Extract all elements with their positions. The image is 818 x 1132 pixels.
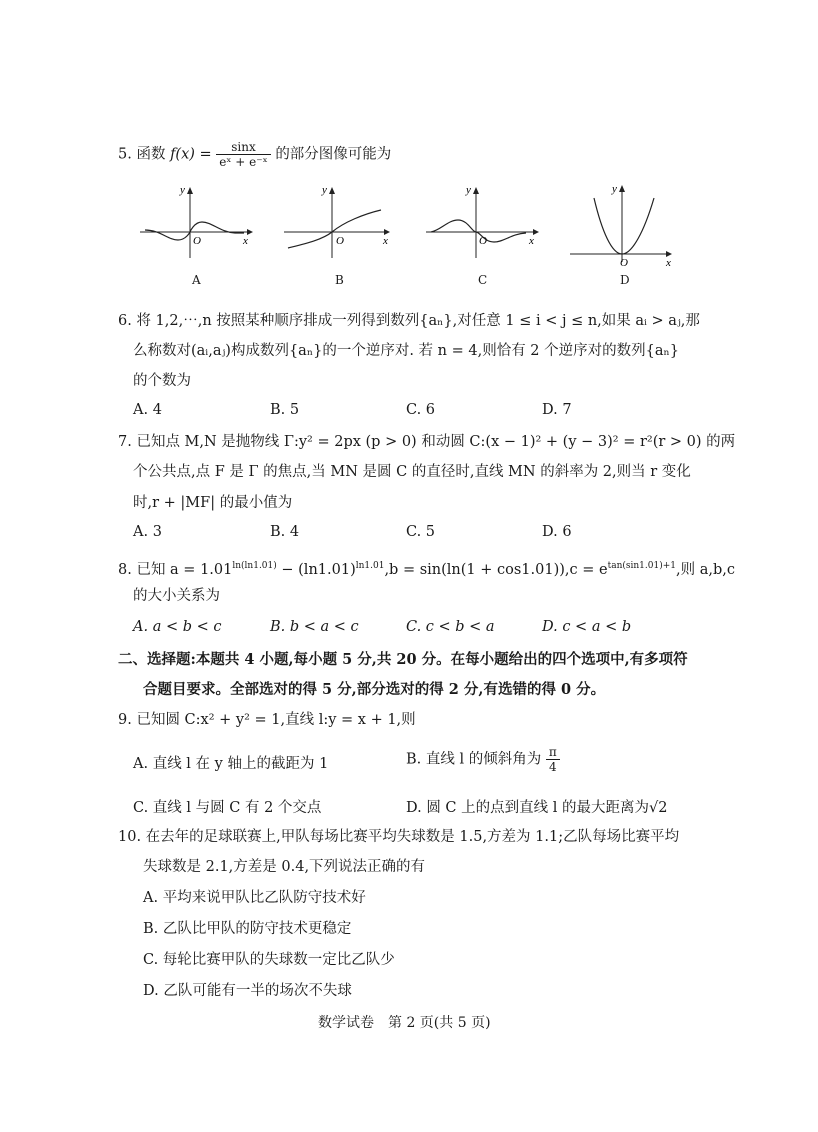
q5-graph-a-label: A [192,273,201,287]
q10-option-b: B. 乙队比甲队的防守技术更稳定 [143,921,352,937]
q9-option-d: D. 圆 C 上的点到直线 l 的最大距离为√2 [406,800,668,816]
q8-c-exponent: tan(sin1.01)+1 [607,561,676,571]
q9-option-b [406,745,560,774]
q6-option-c: C. 6 [406,402,436,418]
q9-option-b-den: 4 [548,760,557,774]
x-label: x [666,257,671,266]
y-axis-arrow [473,187,479,194]
q8-option-b: B. b < a < c [270,619,359,635]
section2-line2: 合题目要求。全部选对的得 5 分,部分选对的得 2 分,有选错的得 0 分。 [143,681,606,698]
q5-graph-c-label: C [478,273,488,287]
q9-option-b-text: B. 直线 l 的倾斜角为 [406,751,542,768]
q5-fraction [216,140,270,169]
q8-tail: ,则 a,b,c [676,561,735,578]
y-axis-arrow [187,187,193,194]
q5-numerator: sinx [216,140,270,155]
x-label: x [243,235,248,247]
y-label: y [180,184,185,196]
q10-option-d: D. 乙队可能有一半的场次不失球 [143,983,352,999]
q5-suffix: 的部分图像可能为 [275,146,392,163]
q8-option-a: A. a < b < c [133,619,222,635]
x-axis-arrow [533,229,539,235]
q6-option-b: B. 5 [270,402,300,418]
origin-label: O [336,235,344,247]
x-axis-arrow [247,229,253,235]
origin-label: O [479,235,487,247]
q7-line2: 个公共点,点 F 是 Γ 的焦点,当 MN 是圆 C 的直径时,直线 MN 的斜率为 2,则当 r 变化 [133,464,691,480]
q8-a-exponent: ln(ln1.01) [232,561,277,571]
origin-label: O [620,257,628,266]
x-label: x [529,235,534,247]
q9-option-a: A. 直线 l 在 y 轴上的截距为 1 [133,756,329,772]
q9-option-b-num: π [546,745,560,760]
x-label: x [383,235,388,247]
q10-line1: 10. 在去年的足球联赛上,甲队每场比赛平均失球数是 1.5,方差为 1.1;乙队每场比赛平均 [118,829,680,845]
q6-line1: 6. 将 1,2,⋯,n 按照某种顺序排成一列得到数列{aₙ},对任意 1 ≤ i < j ≤ n,如果 aᵢ > aⱼ,那 [118,313,700,329]
q5-denominator: eˣ + e⁻ˣ [219,155,268,169]
q5-prefix: 5. 函数 [118,146,166,163]
q8-b-c: ,b = sin(ln(1 + cos1.01)),c = e [384,561,608,578]
q6-line2: 么称数对(aᵢ,aⱼ)构成数列{aₙ}的一个逆序对. 若 n = 4,则恰有 2 个逆序对的数列{aₙ} [133,343,680,359]
q9-option-c: C. 直线 l 与圆 C 有 2 个交点 [133,800,322,816]
q8-a-minus: − (ln1.01) [276,561,356,578]
y-label: y [612,183,617,195]
q5-graph-b [284,182,399,260]
q8-a-base: 8. 已知 a = 1.01 [118,561,233,578]
q9-option-b-fraction [546,745,560,774]
q7-option-b: B. 4 [270,524,300,540]
q7-option-d: D. 6 [542,524,572,540]
origin-label: O [193,235,201,247]
y-axis-arrow [329,187,335,194]
q8-line2: 的大小关系为 [133,588,220,604]
q6-line3: 的个数为 [133,373,191,389]
q5-graph-c [426,182,541,260]
y-label: y [466,184,471,196]
q6-option-d: D. 7 [542,402,572,418]
q7-line1: 7. 已知点 M,N 是抛物线 Γ:y² = 2px (p > 0) 和动圆 C:(x − 1)² + (y − 3)² = r²(r > 0) 的两 [118,434,736,450]
q8-line1 [118,556,735,580]
q8-option-d: D. c < a < b [542,619,632,635]
q7-option-c: C. 5 [406,524,436,540]
section2-line1: 二、选择题:本题共 4 小题,每小题 5 分,共 20 分。在每小题给出的四个选项中,有多项符 [118,651,688,668]
curve-d [594,198,654,254]
q5-graph-a [140,182,255,260]
q5-fx: f(x) = [170,146,212,163]
q5-graph-b-label: B [335,273,344,287]
q8-option-c: C. c < b < a [406,619,495,635]
q5-graph-d [570,182,680,266]
q10-option-a: A. 平均来说甲队比乙队防守技术好 [143,890,366,906]
q9-stem: 9. 已知圆 C:x² + y² = 1,直线 l:y = x + 1,则 [118,712,416,728]
page-footer: 数学试卷 第 2 页(共 5 页) [318,1015,491,1031]
q7-line3: 时,r + |MF| 的最小值为 [133,495,293,511]
q5-stem [118,140,391,169]
y-label: y [322,184,327,196]
q10-line2: 失球数是 2.1,方差是 0.4,下列说法正确的有 [143,859,426,875]
y-axis-arrow [619,185,625,192]
q5-graph-d-label: D [620,273,630,287]
q10-option-c: C. 每轮比赛甲队的失球数一定比乙队少 [143,952,395,968]
curve-b [288,210,381,248]
q7-option-a: A. 3 [133,524,162,540]
q6-option-a: A. 4 [133,402,162,418]
q8-a-exponent2: ln1.01 [355,561,385,571]
